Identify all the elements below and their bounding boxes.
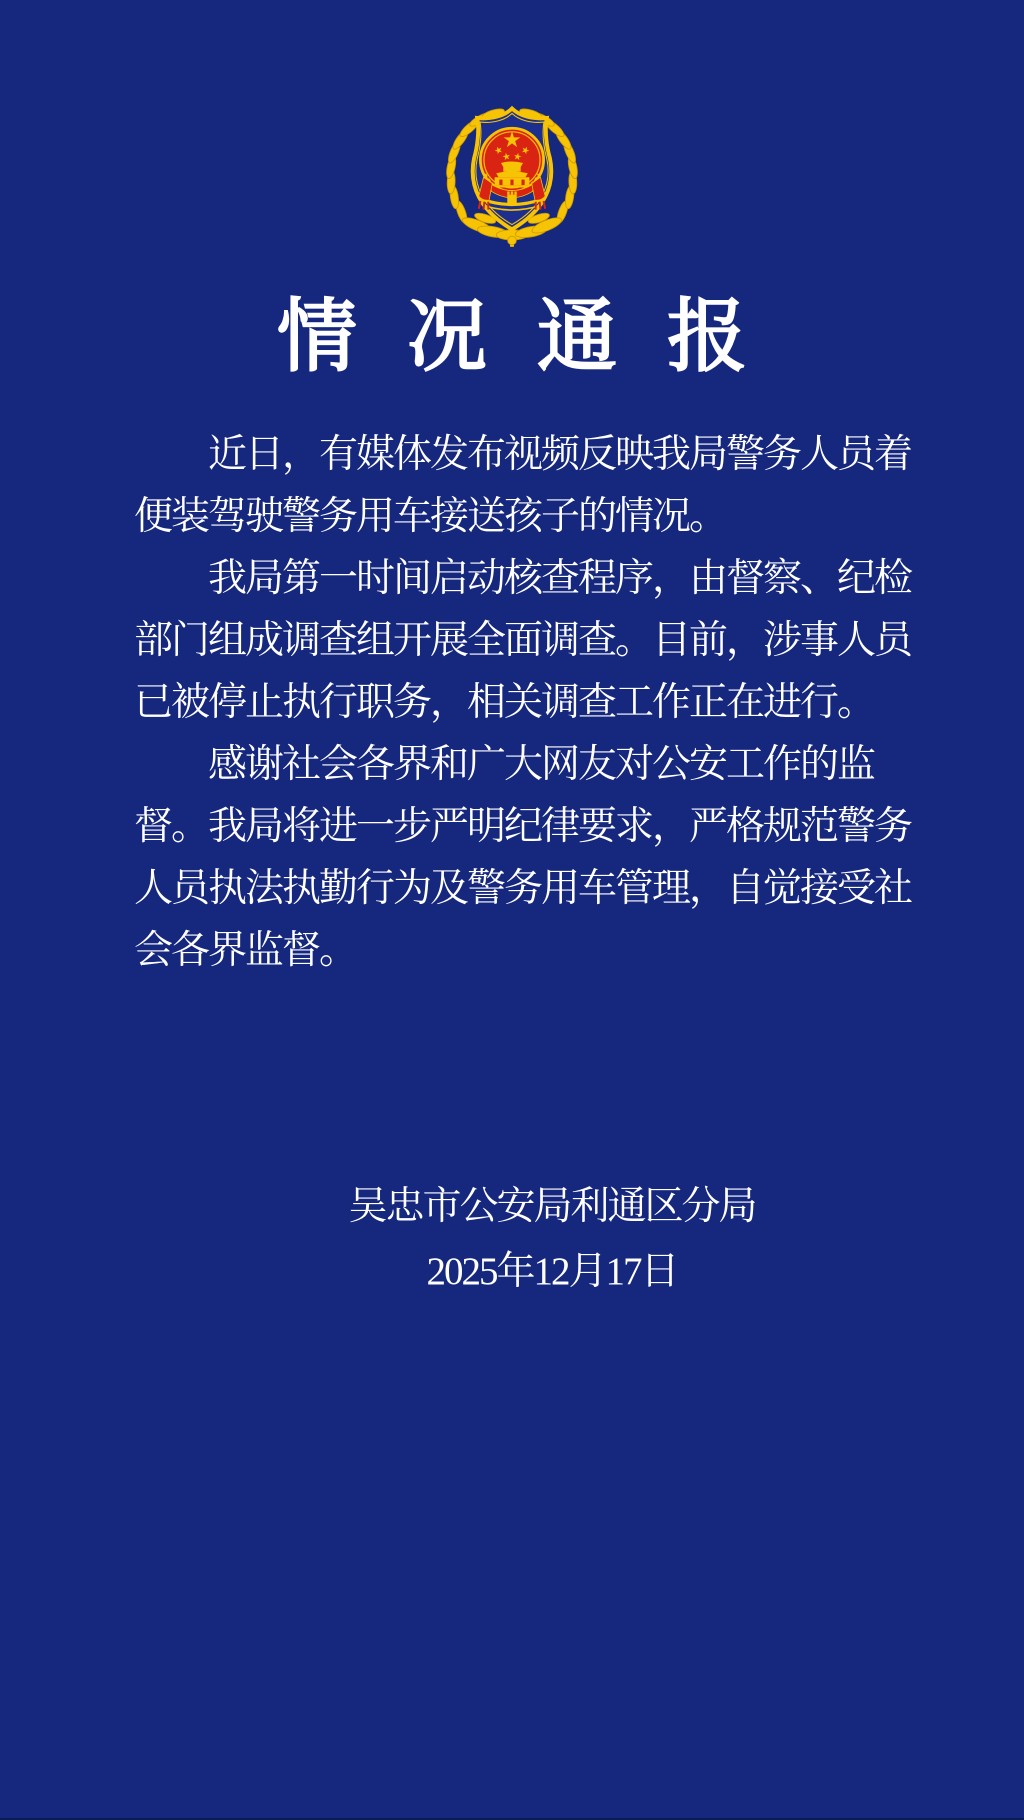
- issuing-authority: 吴忠市公安局利通区分局: [348, 1185, 756, 1228]
- issue-date: 2025年12月17日: [426, 1250, 678, 1293]
- notice-line: 我局第一时间启动核查程序，由督察、纪检: [208, 557, 912, 600]
- notice-line: 部门组成调查组开展全面调查。目前，涉事人员: [134, 619, 912, 662]
- notice-line: 会各界监督。: [134, 929, 357, 972]
- notice-body: [134, 424, 934, 982]
- notice-line: 已被停止执行职务，相关调查工作正在进行。: [134, 681, 875, 724]
- signature-block: [0, 1174, 1024, 1304]
- notice-title: [0, 288, 1024, 388]
- police-badge-icon: [433, 94, 591, 251]
- notice-line: 督。我局将进一步严明纪律要求，严格规范警务: [134, 805, 912, 848]
- notice-line: 人员执法执勤行为及警务用车管理，自觉接受社: [134, 867, 912, 910]
- notice-line: 感谢社会各界和广大网友对公安工作的监: [208, 743, 875, 786]
- notice-title-text: 情况通报: [277, 294, 797, 382]
- notice-line: 便装驾驶警务用车接送孩子的情况。: [134, 495, 727, 538]
- notice-line: 近日，有媒体发布视频反映我局警务人员着: [208, 433, 912, 476]
